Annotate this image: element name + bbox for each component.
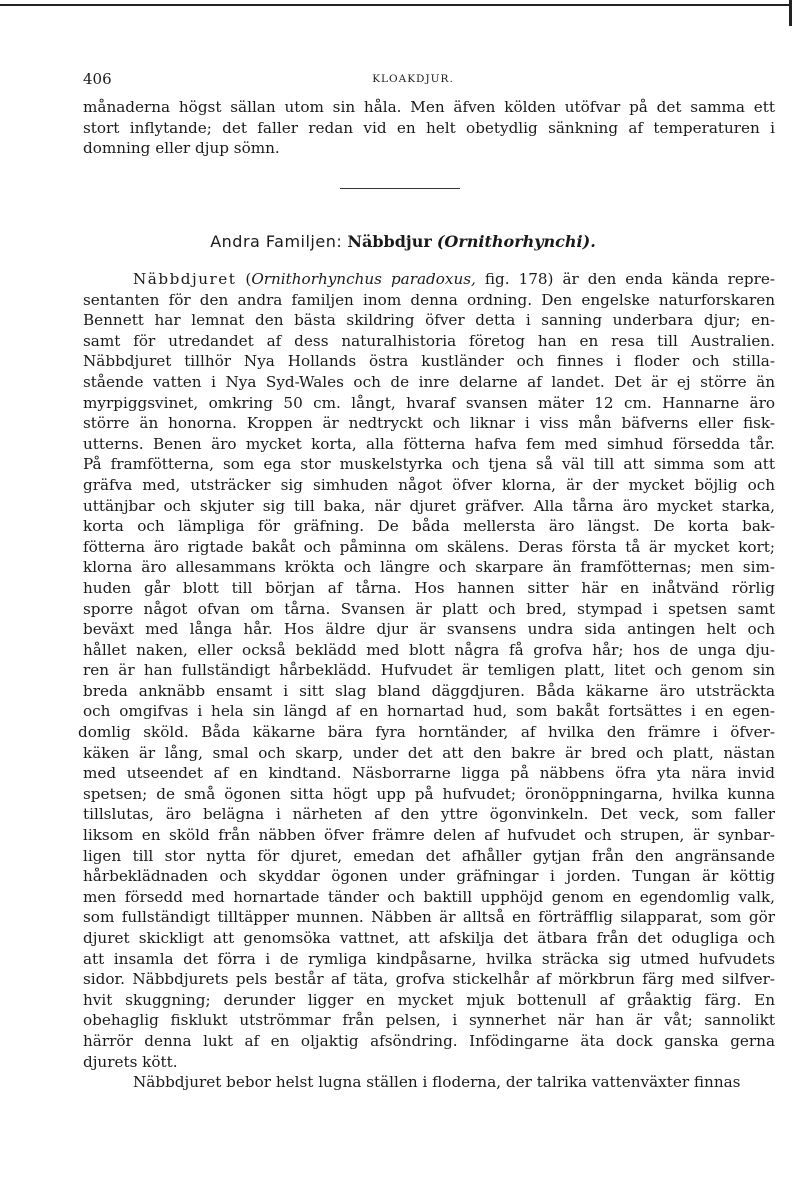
text-line: härrör denna lukt af en oljaktig afsöndring. Infödingarne äta dock ganska gerna [83, 1031, 775, 1050]
section-separator [340, 188, 460, 189]
heading-name: Näbbdjur [347, 232, 432, 251]
text-line: uttänjbar och skjuter sig till baka, när djuret gräfver. Alla tårna äro mycket starka, [83, 496, 775, 515]
text-line: som fullständigt tilltäpper munnen. Näbben är alltså en förträfflig silapparat, som gör [83, 908, 775, 927]
text-line: månaderna högst sällan utom sin håla. Men äfven kölden utöfvar på det samma ett [83, 98, 775, 116]
text-line: utterns. Benen äro mycket korta, alla fötterna hafva fem med simhud försedda tår. [83, 434, 775, 453]
section-heading [0, 232, 792, 251]
text-line: domlig sköld. Båda käkarne bära fyra horntänder, af hvilka den främre i öfver- [78, 723, 775, 742]
text-line: hvit skuggning; derunder ligger en mycket mjuk bottenull af gråaktig färg. En [83, 990, 775, 1009]
text-line: korta och lämpliga för gräfning. De båda mellersta äro längst. De korta bak- [83, 517, 775, 536]
lead-paren: ( [245, 270, 252, 288]
running-head: KLOAKDJUR. [372, 73, 454, 85]
page-number: 406 [83, 70, 112, 88]
text-line: hållet naken, eller också beklädd med blott några få grofva hår; hos de unga dju- [83, 640, 775, 659]
text-line-final: Näbbdjuret bebor helst lugna ställen i floderna, der talrika vattenväxter finnas [133, 1073, 741, 1092]
text-line: klorna äro allesammans krökta och längre och skarpare än framfötternas; men sim- [83, 558, 775, 577]
text-line: huden går blott till början af tårna. Hos hannen sitter här en inåtvänd rörlig [83, 578, 775, 597]
text-line: att insamla det förra i de rymliga kindpåsarne, hvilka sträcka sig utmed hufvudets [83, 949, 775, 968]
text-line: Bennett har lemnat den bästa skildring öfver detta i sanning underbara djur; en- [83, 311, 775, 330]
text-line: med utseendet af en kindtand. Näsborrarne ligga på näbbens öfra yta nära invid [83, 764, 775, 783]
body-lines [78, 290, 775, 1073]
text-line: ren är han fullständigt hårbeklädd. Hufvudet är temligen platt, litet och genom sin [83, 661, 775, 680]
text-line: breda anknäbb ensamt i sitt slag bland däggdjuren. Båda käkarne äro utsträckta [83, 681, 775, 700]
lead-rest: fig. 178) är den enda kända repre- [475, 270, 776, 288]
text-line: djuret skickligt att genomsöka vattnet, att afskilja det ätbara från det odugliga och [83, 929, 775, 947]
text-line: fötterna äro rigtade bakåt och påminna om skälens. Deras första tå är mycket kort; [83, 537, 775, 556]
text-line: hårbeklädnaden och skyddar ögonen under gräfningar i jorden. Tungan är köttig [83, 867, 775, 886]
main-paragraph [78, 269, 776, 1093]
intro-paragraph [83, 97, 775, 159]
text-line: käken är lång, smal och skarp, under det att den bakre är bred och platt, nästan [83, 743, 775, 762]
text-line: liksom en sköld från näbben öfver främre delen af hufvudet och strupen, är synbar- [83, 826, 775, 845]
text-line: beväxt med långa hår. Hos äldre djur är svansens undra sida antingen helt och [83, 620, 775, 639]
text-line: stort inflytande; det faller redan vid en helt obetydlig sänkning af temperaturen i [83, 118, 775, 137]
text-line-first [83, 269, 775, 290]
text-line: spetsen; de små ögonen sitta högt upp på hufvudet; öronöppningarna, hvilka kunna [83, 784, 775, 803]
text-line: På framfötterna, som ega stor muskelstyrka och tjena så väl till att simma som att [83, 455, 775, 474]
text-line: sentanten för den andra familjen inom denna ordning. Den engelske naturforskaren [83, 290, 775, 309]
text-line: Näbbdjuret tillhör Nya Hollands östra kustländer och finnes i floder och stilla- [83, 352, 775, 371]
text-line: ligen till stor nytta för djuret, emedan det afhåller gytjan från den angränsande [83, 846, 775, 865]
text-line: tillslutas, äro belägna i närheten af den yttre ögonvinkeln. Det veck, som faller [83, 805, 775, 824]
text-line: myrpiggsvinet, omkring 50 cm. långt, hvaraf svansen mäter 12 cm. Hannarne äro [83, 393, 775, 412]
text-line: sporre något ofvan om tårna. Svansen är platt och bred, stympad i spetsen samt [83, 599, 775, 618]
lead-word: Näbbdjuret [133, 270, 237, 288]
text-line: stående vatten i Nya Syd-Wales och de inre delarne af landet. Det är ej större än [83, 372, 775, 391]
top-edge-rule [0, 4, 792, 6]
heading-latin: (Ornithorhynchi). [436, 232, 596, 251]
text-line: och omgifvas i hela sin längd af en hornartad hud, som bakåt fortsättes i en egen- [83, 702, 775, 721]
text-line: större än honorna. Kroppen är nedtryckt och liknar i viss mån bäfverns eller fisk- [83, 414, 775, 433]
text-line: men försedd med hornartade tänder och baktill upphöjd genom en egendomlig valk, [83, 887, 775, 906]
text-line: gräfva med, utsträcker sig simhuden något öfver klorna, är der mycket böjlig och [83, 475, 775, 494]
heading-prefix: Andra Familjen: [210, 232, 343, 251]
text-line: djurets kött. [83, 1052, 178, 1071]
text-line: samt för utredandet af dess naturalhistoria företog han en resa till Australien. [83, 331, 775, 350]
text-line: sidor. Näbbdjurets pels består af täta, grofva stickelhår af mörkbrun färg med silfver- [83, 970, 775, 989]
lead-latin: Ornithorhynchus paradoxus, [251, 270, 476, 288]
text-line: obehaglig fisklukt utströmmar från pelsen, i synnerhet när han är våt; sannolikt [83, 1011, 775, 1030]
text-line: domning eller djup sömn. [83, 139, 280, 158]
